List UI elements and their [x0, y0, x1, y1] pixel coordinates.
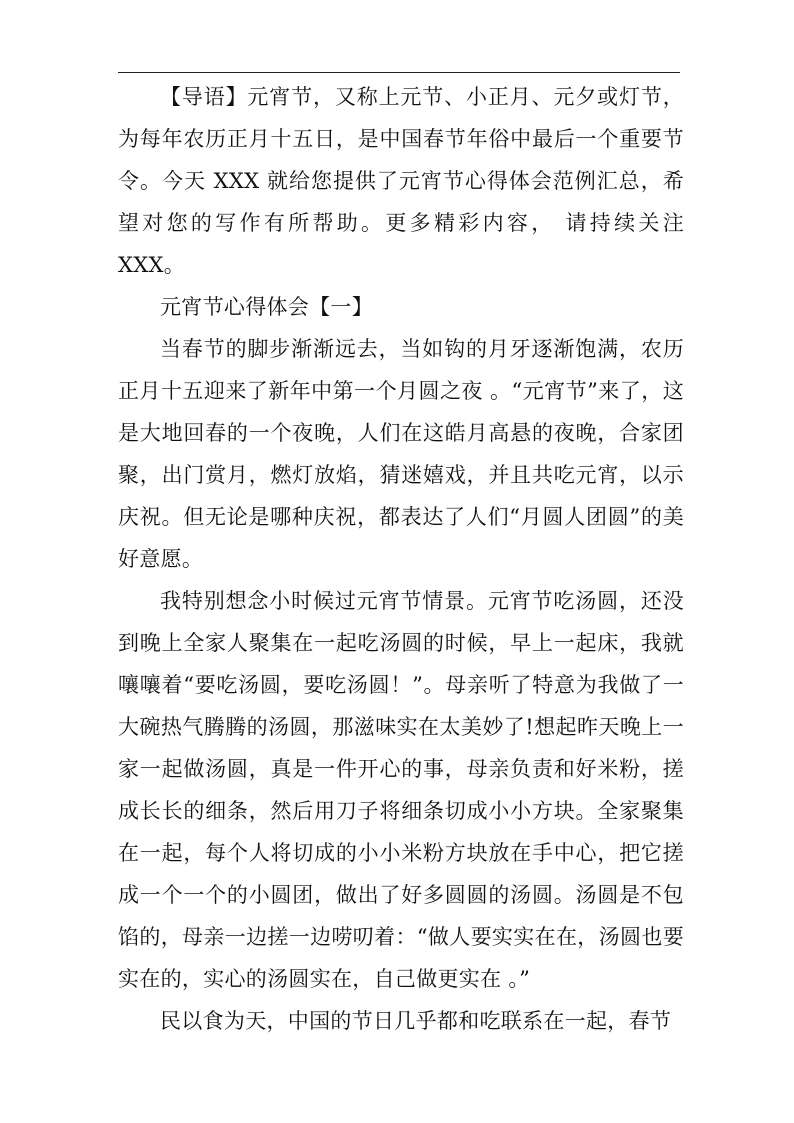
document-body	[118, 76, 684, 1042]
body-paragraph-3: 民以食为天，中国的节日几乎都和吃联系在一起，春节	[160, 1009, 672, 1033]
intro-paragraph: 【导语】元宵节，又称上元节、小正月、元夕或灯节，为每年农历正月十五日，是中国春节年俗中最后一个重要节令。今天 XXX 就给您提供了元宵节心得体会范例汇总，希望对您的写作有所帮助。更多精彩内容， 请持续关注 XXX。	[118, 85, 684, 277]
body-paragraph-2: 我特别想念小时候过元宵节情景。元宵节吃汤圆，还没到晚上全家人聚集在一起吃汤圆的时候，早上一起床，我就嚷嚷着“要吃汤圆，要吃汤圆！”。母亲听了特意为我做了一大碗热气腾腾的汤圆，那滋味实在太美妙了!想起昨天晚上一家一起做汤圆，真是一件开心的事，母亲负责和好米粉，搓成长长的细条，然后用刀子将细条切成小小方块。全家聚集在一起，每个人将切成的小小米粉方块放在手中心，把它搓成一个一个的小圆团，做出了好多圆圆的汤圆。汤圆是不包馅的，母亲一边搓一边唠叨着：“做人要实实在在，汤圆也要实在的，实心的汤圆实在，自己做更实在 。”	[118, 589, 684, 991]
body-paragraph-1: 当春节的脚步渐渐远去，当如钩的月牙逐渐饱满，农历正月十五迎来了新年中第一个月圆之夜 。“元宵节”来了，这是大地回春的一个夜晚，人们在这皓月高悬的夜晚，合家团聚，出门赏月，燃灯放焰，猜迷嬉戏，并且共吃元宵，以示庆祝。但无论是哪种庆祝，都表达了人们“月圆人团圆”的美好意愿。	[118, 337, 684, 571]
section-heading: 元宵节心得体会【一】	[160, 295, 373, 319]
header-rule	[118, 72, 680, 73]
